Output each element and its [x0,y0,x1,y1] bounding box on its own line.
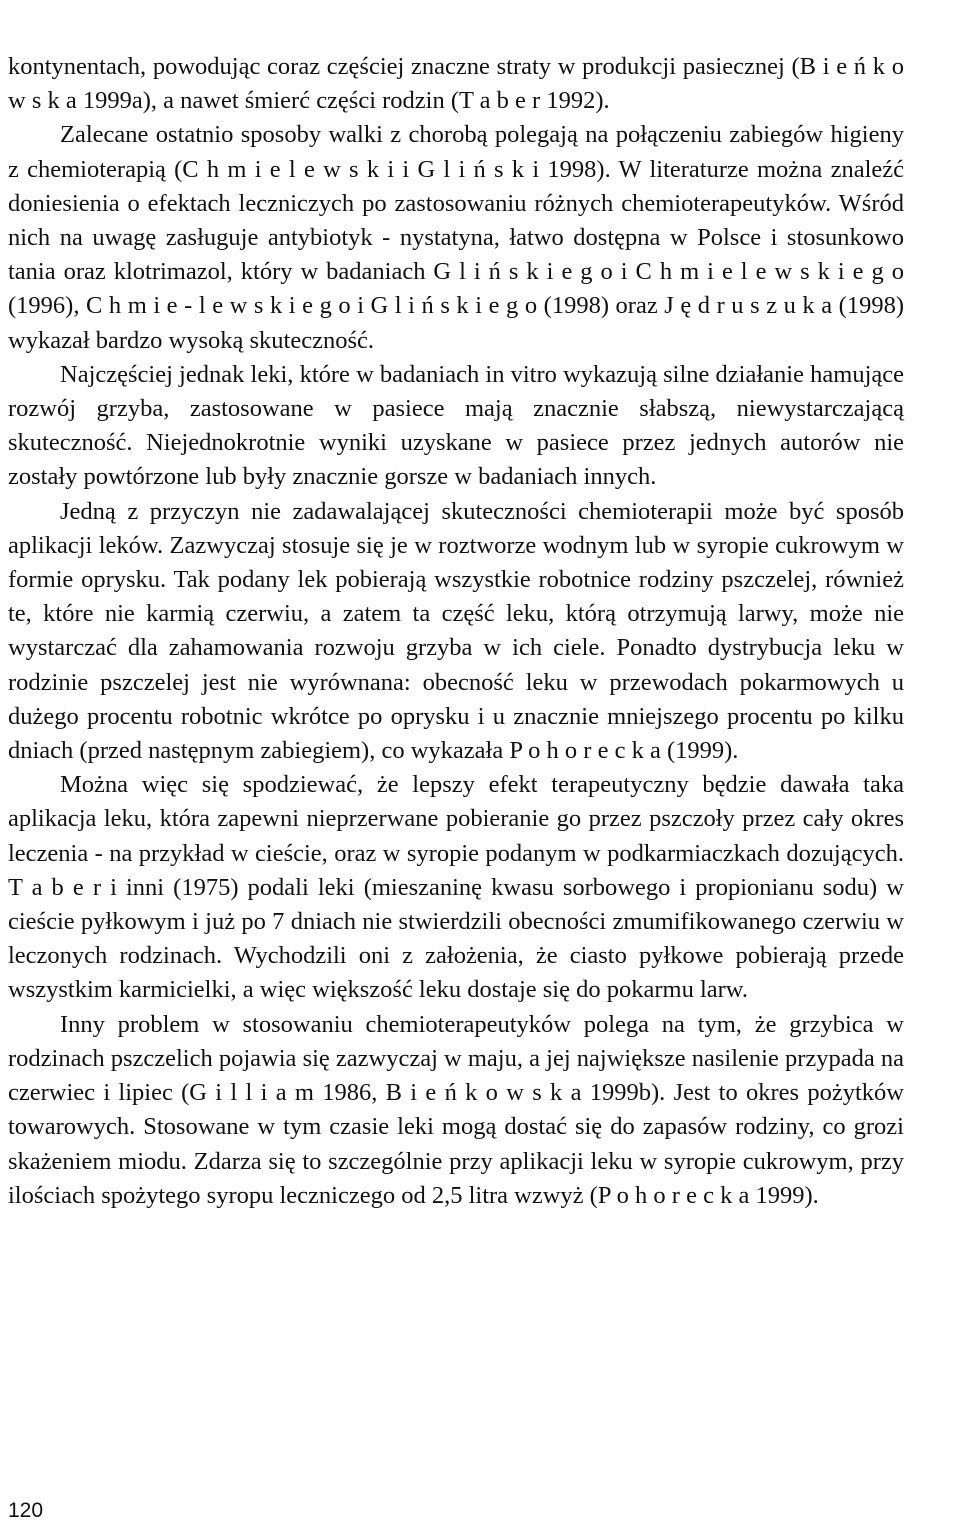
page-body [8,50,904,1213]
paragraph-5: Można więc się spodziewać, że lepszy efekt terapeutyczny będzie dawała taka aplikacja leku, która zapewni nieprzerwane pobieranie go przez pszczoły przez cały okres leczenia - na przykład w cieście, oraz w syropie podanym w podkarmiaczkach dozujących. T a b e r i inni (1975) podali leki (mieszaninę kwasu sorbowego i propionianu sodu) w cieście pyłkowym i już po 7 dniach nie stwierdzili obecności zmumifikowanego czerwiu w leczonych rodzinach. Wychodzili oni z założenia, że ciasto pyłkowe pobierają przede wszystkim karmicielki, a więc większość leku dostaje się do pokarmu larw. [8,771,904,1004]
paragraph-6: Inny problem w stosowaniu chemioterapeutyków polega na tym, że grzybica w rodzinach pszczelich pojawia się zazwyczaj w maju, a jej największe nasilenie przypada na czerwiec i lipiec (G i l l i a m 1986, B i e ń k o w s k a 1999b). Jest to okres pożytków towarowych. Stosowane w tym czasie leki mogą dostać się do zapasów rodziny, co grozi skażeniem miodu. Zdarza się to szczególnie przy aplikacji leku w syropie cukrowym, przy ilościach spożytego syropu leczniczego od 2,5 litra wzwyż (P o h o r e c k a 1999). [8,1010,904,1209]
paragraph-2: Zalecane ostatnio sposoby walki z chorobą polegają na połączeniu zabiegów higieny z chemioterapią (C h m i e l e w s k i i G l i ń s k i 1998). W literaturze można znaleźć doniesienia o efektach leczniczych po zastosowaniu różnych chemioterapeutyków. Wśród nich na uwagę zasługuje antybiotyk - nystatyna, łatwo dostępna w Polsce i stosunkowo tania oraz klotrimazol, który w badaniach G l i ń s k i e g o i C h m i e l e w s k i e g o (1996), C h m i e - l e w s k i e g o i G l i ń s k i e g o (1998) oraz J ę d r u s z u k a (1998) wykazał bardzo wysoką skuteczność. [8,121,904,354]
page-number: 120 [8,1499,44,1522]
paragraph-3: Najczęściej jednak leki, które w badaniach in vitro wykazują silne działanie hamujące rozwój grzyba, zastosowane w pasiece mają znacznie słabszą, niewystarczającą skuteczność. Niejednokrotnie wyniki uzyskane w pasiece przez jednych autorów nie zostały powtórzone lub były znacznie gorsze w badaniach innych. [8,360,904,491]
paragraph-1: kontynentach, powodując coraz częściej znaczne straty w produkcji pasiecznej (B i e ń k o w s k a 1999a), a nawet śmierć części rodzin (T a b e r 1992). [8,53,904,115]
paragraph-4: Jedną z przyczyn nie zadawalającej skuteczności chemioterapii może być sposób aplikacji leków. Zazwyczaj stosuje się je w roztworze wodnym lub w syropie cukrowym w formie oprysku. Tak podany lek pobierają wszystkie robotnice rodziny pszczelej, również te, które nie karmią czerwiu, a zatem ta część leku, którą otrzymują larwy, może nie wystarczać dla zahamowania rozwoju grzyba w ich ciele. Ponadto dystrybucja leku w rodzinie pszczelej jest nie wyrównana: obecność leku w przewodach pokarmowych u dużego procentu robotnic wkrótce po oprysku i u znacznie mniejszego procentu po kilku dniach (przed następnym zabiegiem), co wykazała P o h o r e c k a (1999). [8,497,904,765]
